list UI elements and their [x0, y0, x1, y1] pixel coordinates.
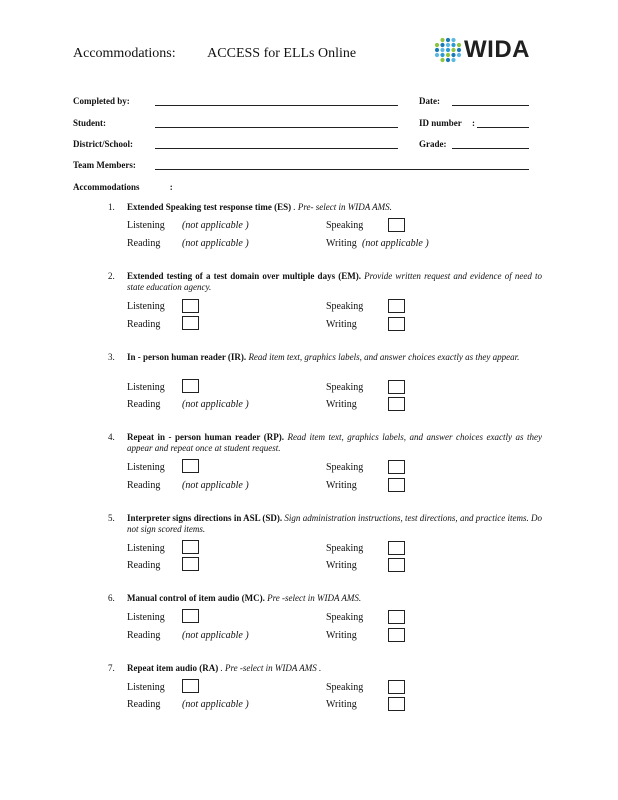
item-description: Provide written request and evidence of need to state education agency. — [127, 271, 542, 292]
item-extended-testing — [108, 271, 542, 293]
reading-label: Reading — [127, 560, 161, 571]
accommodations-heading — [73, 182, 173, 192]
id-number-field[interactable] — [477, 127, 529, 128]
accommodations-heading-text: Accommodations — [73, 182, 140, 192]
grade-field[interactable] — [452, 148, 529, 149]
reading-not-applicable: (not applicable ) — [182, 630, 249, 641]
reading-label: Reading — [127, 630, 161, 641]
student-label: Student: — [73, 118, 107, 128]
id-number-label: ID number — [419, 118, 462, 128]
speaking-label: Speaking — [326, 682, 364, 693]
logo-dot — [451, 43, 455, 47]
listening-checkbox[interactable] — [182, 299, 199, 313]
item-description: Read item text, graphics labels, and answer choices exactly as they appear. — [248, 352, 520, 362]
logo-dot — [446, 38, 450, 42]
writing-checkbox[interactable] — [388, 697, 405, 711]
logo-dot — [440, 58, 444, 62]
speaking-checkbox[interactable] — [388, 680, 405, 694]
logo-dot — [440, 48, 444, 52]
listening-label: Listening — [127, 682, 165, 693]
writing-checkbox[interactable] — [388, 478, 405, 492]
grade-label: Grade: — [419, 139, 447, 149]
writing-checkbox[interactable] — [388, 397, 405, 411]
reading-not-applicable: (not applicable ) — [182, 480, 249, 491]
item-description: . Pre- select in WIDA AMS. — [293, 202, 392, 212]
item-description: Pre -select in WIDA AMS. — [267, 593, 362, 603]
reading-checkbox[interactable] — [182, 557, 199, 571]
item-in-person-reader — [108, 352, 542, 363]
completed-by-label: Completed by: — [73, 96, 130, 106]
logo-dot — [446, 58, 450, 62]
speaking-checkbox[interactable] — [388, 460, 405, 474]
logo-dot — [451, 58, 455, 62]
writing-label: Writing — [326, 319, 357, 330]
logo-dot — [457, 48, 461, 52]
item-description: . Pre -select in WIDA AMS . — [220, 663, 322, 673]
speaking-label: Speaking — [326, 462, 364, 473]
logo-dot — [435, 48, 439, 52]
speaking-checkbox[interactable] — [388, 380, 405, 394]
item-number: 5. — [108, 513, 115, 523]
writing-label: Writing — [326, 238, 357, 249]
listening-label: Listening — [127, 462, 165, 473]
date-label: Date: — [419, 96, 440, 106]
date-field[interactable] — [452, 105, 529, 106]
listening-label: Listening — [127, 301, 165, 312]
reading-not-applicable: (not applicable ) — [182, 238, 249, 249]
listening-checkbox[interactable] — [182, 459, 199, 473]
logo-dot — [451, 38, 455, 42]
wida-logo-text: WIDA — [464, 36, 530, 63]
writing-label: Writing — [326, 630, 357, 641]
writing-label: Writing — [326, 399, 357, 410]
logo-dot — [446, 48, 450, 52]
reading-label: Reading — [127, 480, 161, 491]
item-title: Extended Speaking test response time (ES) — [127, 202, 292, 212]
listening-checkbox[interactable] — [182, 609, 199, 623]
item-extended-speaking — [108, 202, 542, 213]
listening-checkbox[interactable] — [182, 679, 199, 693]
listening-label: Listening — [127, 543, 165, 554]
student-field[interactable] — [155, 127, 398, 128]
item-title: In - person human reader (IR). — [127, 352, 247, 362]
listening-label: Listening — [127, 220, 165, 231]
item-repeat-audio — [108, 663, 542, 674]
title-access-online: ACCESS for ELLs Online — [207, 46, 357, 61]
writing-checkbox[interactable] — [388, 628, 405, 642]
item-number: 2. — [108, 271, 115, 281]
writing-label: Writing — [326, 560, 357, 571]
writing-label: Writing — [326, 480, 357, 491]
logo-dot — [440, 38, 444, 42]
writing-checkbox[interactable] — [388, 317, 405, 331]
speaking-checkbox[interactable] — [388, 541, 405, 555]
logo-dot — [440, 53, 444, 57]
logo-dot — [440, 43, 444, 47]
speaking-label: Speaking — [326, 301, 364, 312]
listening-label: Listening — [127, 612, 165, 623]
logo-dot — [451, 53, 455, 57]
item-manual-audio — [108, 593, 542, 604]
item-title: Extended testing of a test domain over multiple days (EM). — [127, 271, 361, 281]
completed-by-field[interactable] — [155, 105, 398, 106]
reading-not-applicable: (not applicable ) — [182, 699, 249, 710]
speaking-checkbox[interactable] — [388, 299, 405, 313]
district-school-label: District/School: — [73, 139, 133, 149]
page-title — [73, 46, 356, 62]
item-number: 4. — [108, 432, 115, 442]
logo-dot — [435, 43, 439, 47]
item-interpreter-asl — [108, 513, 542, 535]
listening-not-applicable: (not applicable ) — [182, 220, 249, 231]
item-title: Interpreter signs directions in ASL (SD). — [127, 513, 283, 523]
listening-checkbox[interactable] — [182, 540, 199, 554]
wida-logo-dots-icon — [434, 37, 462, 63]
logo-dot — [457, 53, 461, 57]
title-accommodations: Accommodations: — [73, 46, 176, 61]
reading-label: Reading — [127, 699, 161, 710]
item-description: Sign administration instructions, test directions, and practice items. Do not sign scored items. — [127, 513, 543, 534]
speaking-checkbox[interactable] — [388, 610, 405, 624]
item-title: Manual control of item audio (MC). — [127, 593, 265, 603]
reading-label: Reading — [127, 319, 161, 330]
speaking-label: Speaking — [326, 612, 364, 623]
team-members-field[interactable] — [155, 169, 529, 170]
item-number: 3. — [108, 352, 115, 362]
item-title: Repeat in - person human reader (RP). — [127, 432, 284, 442]
speaking-checkbox[interactable] — [388, 218, 405, 232]
accommodations-heading-colon: : — [169, 182, 173, 192]
team-members-label: Team Members: — [73, 160, 136, 170]
wida-logo — [434, 36, 530, 64]
item-repeat-reader — [108, 432, 542, 454]
writing-not-applicable: (not applicable ) — [362, 238, 429, 249]
reading-label: Reading — [127, 238, 161, 249]
speaking-label: Speaking — [326, 543, 364, 554]
item-number: 1. — [108, 202, 115, 212]
logo-dot — [435, 53, 439, 57]
writing-checkbox[interactable] — [388, 558, 405, 572]
logo-dot — [457, 43, 461, 47]
item-number: 7. — [108, 663, 115, 673]
listening-label: Listening — [127, 382, 165, 393]
district-school-field[interactable] — [155, 148, 398, 149]
writing-label: Writing — [326, 699, 357, 710]
listening-checkbox[interactable] — [182, 379, 199, 393]
reading-label: Reading — [127, 399, 161, 410]
logo-dot — [446, 43, 450, 47]
reading-checkbox[interactable] — [182, 316, 199, 330]
item-title: Repeat item audio (RA) — [127, 663, 219, 673]
logo-dot — [446, 53, 450, 57]
logo-dot — [451, 48, 455, 52]
reading-not-applicable: (not applicable ) — [182, 399, 249, 410]
speaking-label: Speaking — [326, 382, 364, 393]
speaking-label: Speaking — [326, 220, 364, 231]
item-description: Read item text, graphics labels, and answer choices exactly as they appear and repeat once at student request. — [127, 432, 543, 453]
item-number: 6. — [108, 593, 115, 603]
id-number-colon: : — [472, 118, 475, 128]
